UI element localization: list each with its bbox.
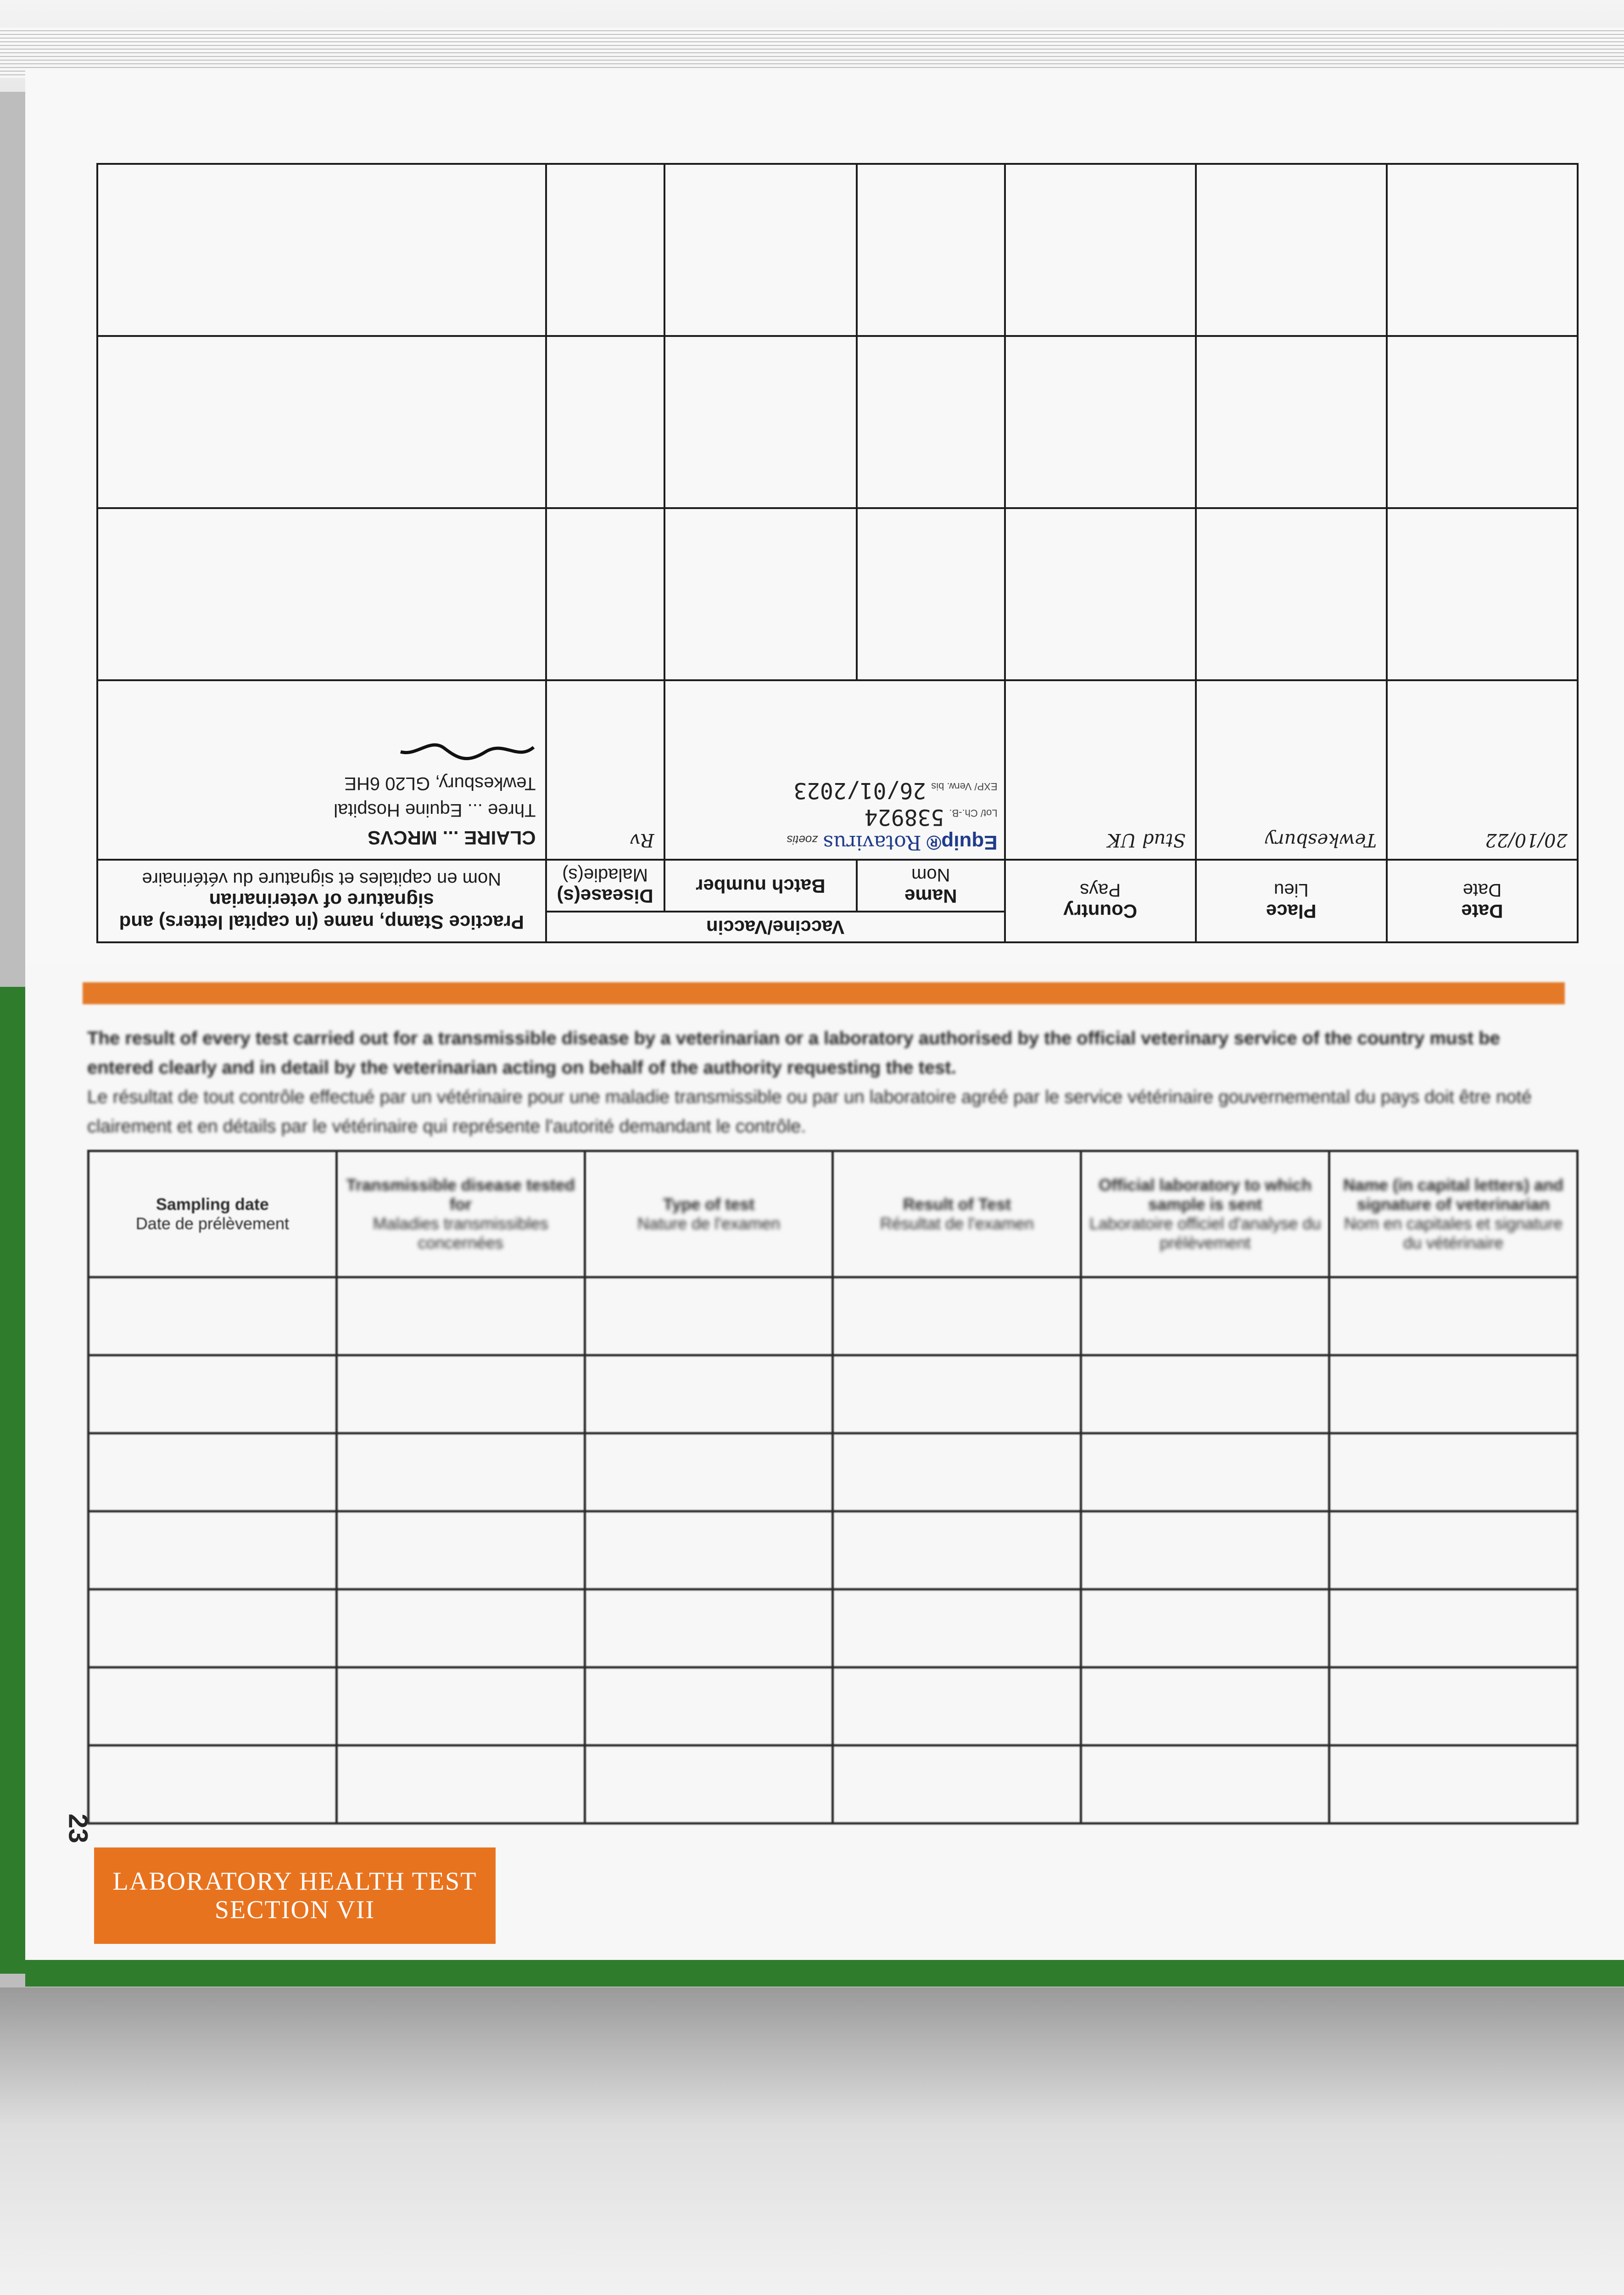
header-vaccine-name: Name Nom <box>857 860 1005 912</box>
lab-header-veterinarian: Name (in capital letters) and signature of veterinarian Nom en capitales et signature du vétérinaire <box>1329 1151 1578 1277</box>
instructions-en: The result of every test carried out for a transmissible disease by a veterinarian or a laboratory authorised by the official veterinary service of the country must be entered clearly and in detail by the veterinarian acting on behalf of the authority requesting the test. <box>87 1028 1500 1078</box>
header-practice-stamp: Practice Stamp, name (in capital letters) and signature of veterinarian Nom en capitales et signature du vétérinaire <box>97 860 546 942</box>
section-title: LABORATORY HEALTH TEST <box>112 1867 477 1896</box>
vaccine-product: Rotavirus <box>823 830 921 854</box>
entry-disease: Rv <box>546 680 664 860</box>
instructions-fr: Le résultat de tout contrôle effectué par un vétérinaire pour une maladie transmissible ou par un laboratoire agréé par le service vétérinaire gouvernemental du pays doit être noté clairement et en détails par le vétérinaire qui représente l'autorité demandant le contrôle. <box>87 1087 1532 1136</box>
header-date: Date Date <box>1387 860 1578 942</box>
lab-row <box>89 1668 1578 1746</box>
vaccination-row <box>97 336 1578 508</box>
lot-label: Lot/ Ch.-B. <box>949 807 998 819</box>
vaccine-sticker <box>664 680 1005 860</box>
vet-signature <box>398 738 536 766</box>
entry-country: Stud UK <box>1005 680 1196 860</box>
vaccination-row <box>97 508 1578 680</box>
entry-date: 20/10/22 <box>1387 680 1578 860</box>
manufacturer-logo: zoetis <box>787 833 818 847</box>
section-number: SECTION VII <box>214 1896 375 1924</box>
stamp-vet-name: CLAIRE ... MRCVS <box>368 827 536 849</box>
header-batch-number: Batch number <box>664 860 857 912</box>
lab-row <box>89 1511 1578 1590</box>
lab-header-sampling-date: Sampling date Date de prélèvement <box>89 1151 337 1277</box>
stamp-practice: Three ... Equine Hospital <box>334 800 536 820</box>
lab-row <box>89 1433 1578 1511</box>
vaccine-brand: Equip® <box>926 831 998 854</box>
entry-place: Tewkesbury <box>1196 680 1387 860</box>
header-place: Place Lieu <box>1196 860 1387 942</box>
cover-edge-left <box>0 987 25 1974</box>
lab-header-laboratory: Official laboratory to which sample is sent Laboratoire officiel d'analyse du prélèvement <box>1081 1151 1329 1277</box>
page-number: 23 <box>63 1814 93 1843</box>
section-header-band <box>83 982 1565 1004</box>
stamp-town: Tewkesbury, GL20 6HE <box>344 773 536 794</box>
lab-header-result: Result of Test Résultat de l'examen <box>833 1151 1081 1277</box>
lab-row <box>89 1590 1578 1668</box>
expiry-date: 26/01/2023 <box>793 778 926 804</box>
lab-header-test-type: Type of test Nature de l'examen <box>585 1151 833 1277</box>
header-country: Country Pays <box>1005 860 1196 942</box>
batch-number: 538924 <box>864 804 944 830</box>
lab-header-disease: Transmissible disease tested for Maladies transmissibles concernées <box>336 1151 585 1277</box>
lab-test-instructions <box>87 1024 1565 1141</box>
vaccination-row <box>97 680 1578 860</box>
vaccination-row <box>97 164 1578 336</box>
vaccination-record-table <box>96 163 1579 943</box>
lab-row <box>89 1746 1578 1824</box>
lab-row <box>89 1355 1578 1433</box>
practice-stamp <box>97 680 546 860</box>
scanner-shadow <box>0 1987 1624 2295</box>
header-vaccine: Vaccine/Vaccin <box>546 912 1005 942</box>
section-title-box <box>94 1847 496 1944</box>
header-diseases: Disease(s) Maladie(s) <box>546 860 664 912</box>
lab-row <box>89 1277 1578 1355</box>
laboratory-test-table <box>87 1150 1579 1825</box>
cover-edge-bottom <box>25 1960 1624 1987</box>
expiry-label: EXP/ Verw. bis <box>931 781 998 793</box>
